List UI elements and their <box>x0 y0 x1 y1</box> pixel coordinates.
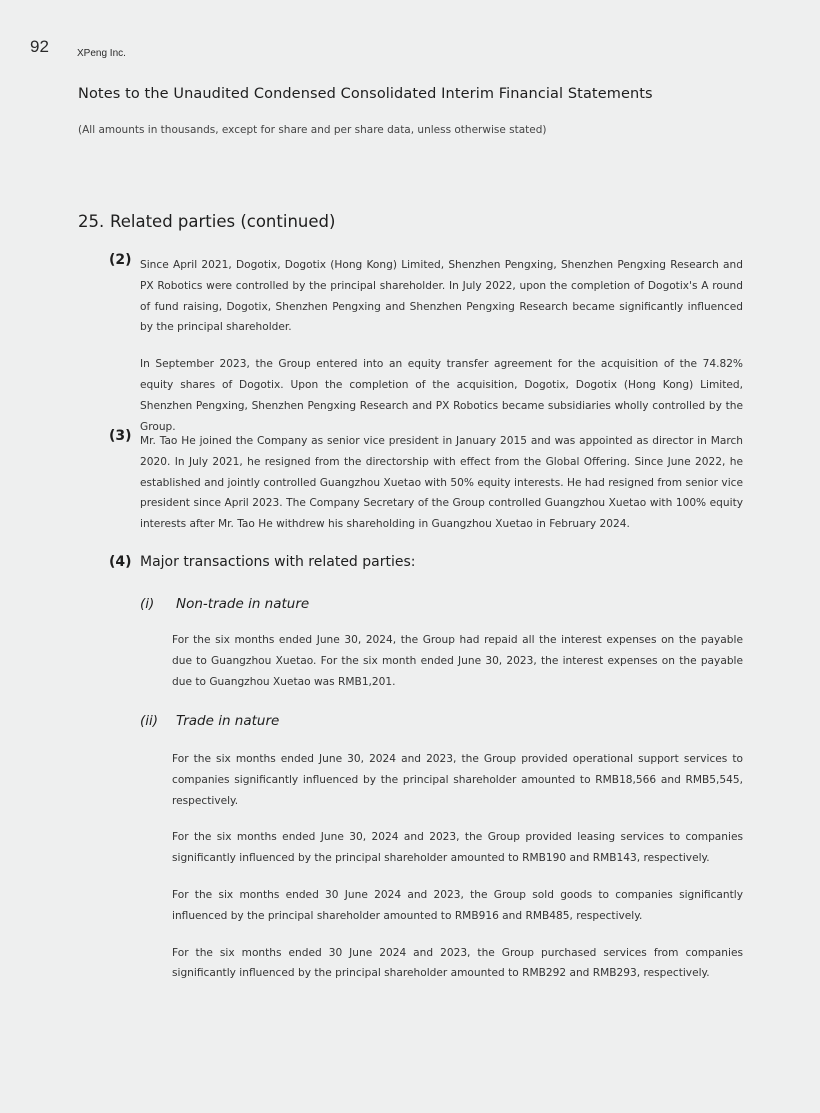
sub-i-marker: (i) <box>140 596 155 612</box>
sub-heading-i <box>140 596 309 612</box>
sub-i-title: Non-trade in nature <box>176 596 310 612</box>
sub-ii-marker: (ii) <box>140 713 159 729</box>
item-3 <box>109 428 743 535</box>
section-heading <box>78 212 335 231</box>
item-3-paragraph: Mr. Tao He joined the Company as senior vice president in January 2015 and was appointed as director in March 2020. In July 2021, he resigned from the directorship with effect from the Global Offering. Since June 2022, he established and jointly controlled Guangzhou Xuetao with 50% equity interests. He had resigned from senior vice president since April 2023. The Company Secretary of the Group controlled Guangzhou Xuetao with 100% equity interests after Mr. Tao He withdrew his shareholding in Guangzhou Xuetao in February 2024. <box>140 435 743 531</box>
page-number: 92 <box>30 37 49 56</box>
sub-ii-paragraph: For the six months ended June 30, 2024 and 2023, the Group provided operational support services to companies significantly influenced by the principal shareholder amounted to RMB18,566 and RMB5,545, respectively. <box>172 753 743 807</box>
company-name: XPeng Inc. <box>77 48 126 59</box>
item-3-marker: (3) <box>109 428 132 444</box>
section-number: 25. <box>78 212 105 231</box>
sub-i-paragraph: For the six months ended June 30, 2024, the Group had repaid all the interest expenses on the payable due to Guangzhou Xuetao. For the six month ended June 30, 2023, the interest expenses on the payable due to Guangzhou Xuetao was RMB1,201. <box>172 634 743 688</box>
item-2-marker: (2) <box>109 252 132 268</box>
notes-title: Notes to the Unaudited Condensed Consolidated Interim Financial Statements <box>78 86 653 102</box>
section-title: Related parties (continued) <box>110 212 336 231</box>
sub-ii-paragraph: For the six months ended 30 June 2024 and 2023, the Group sold goods to companies significantly influenced by the principal shareholder amounted to RMB916 and RMB485, respectively. <box>172 888 743 922</box>
item-4-heading <box>109 554 416 570</box>
notes-subtitle: (All amounts in thousands, except for share and per share data, unless otherwise stated) <box>78 124 547 136</box>
sub-ii-paragraph: For the six months ended June 30, 2024 and 2023, the Group provided leasing services to companies significantly influenced by the principal shareholder amounted to RMB190 and RMB143, respectively. <box>172 831 743 865</box>
item-4-marker: (4) <box>109 554 132 570</box>
sub-ii-block <box>172 749 743 984</box>
item-4-title: Major transactions with related parties: <box>140 554 416 570</box>
item-2-paragraph: In September 2023, the Group entered into an equity transfer agreement for the acquisition of the 74.82% equity shares of Dogotix. Upon the completion of the acquisition, Dogotix, Dogotix (Hong Kong) Limited, Shenzhen Pengxing, Shenzhen Pengxing Research and PX Robotics became subsidiaries wholly controlled by the Group. <box>140 358 743 433</box>
item-2 <box>109 252 743 437</box>
sub-ii-title: Trade in nature <box>176 713 280 729</box>
sub-i-block <box>172 630 743 692</box>
item-2-paragraph: Since April 2021, Dogotix, Dogotix (Hong Kong) Limited, Shenzhen Pengxing, Shenzhen Pengxing Research and PX Robotics were controlled by the principal shareholder. In July 2022, upon the completion of Dogotix's A round of fund raising, Dogotix, Shenzhen Pengxing and Shenzhen Pengxing Research became significantly influenced by the principal shareholder. <box>140 259 743 334</box>
sub-heading-ii <box>140 713 279 729</box>
sub-ii-paragraph: For the six months ended 30 June 2024 and 2023, the Group purchased services from companies significantly influenced by the principal shareholder amounted to RMB292 and RMB293, respectively. <box>172 946 743 980</box>
